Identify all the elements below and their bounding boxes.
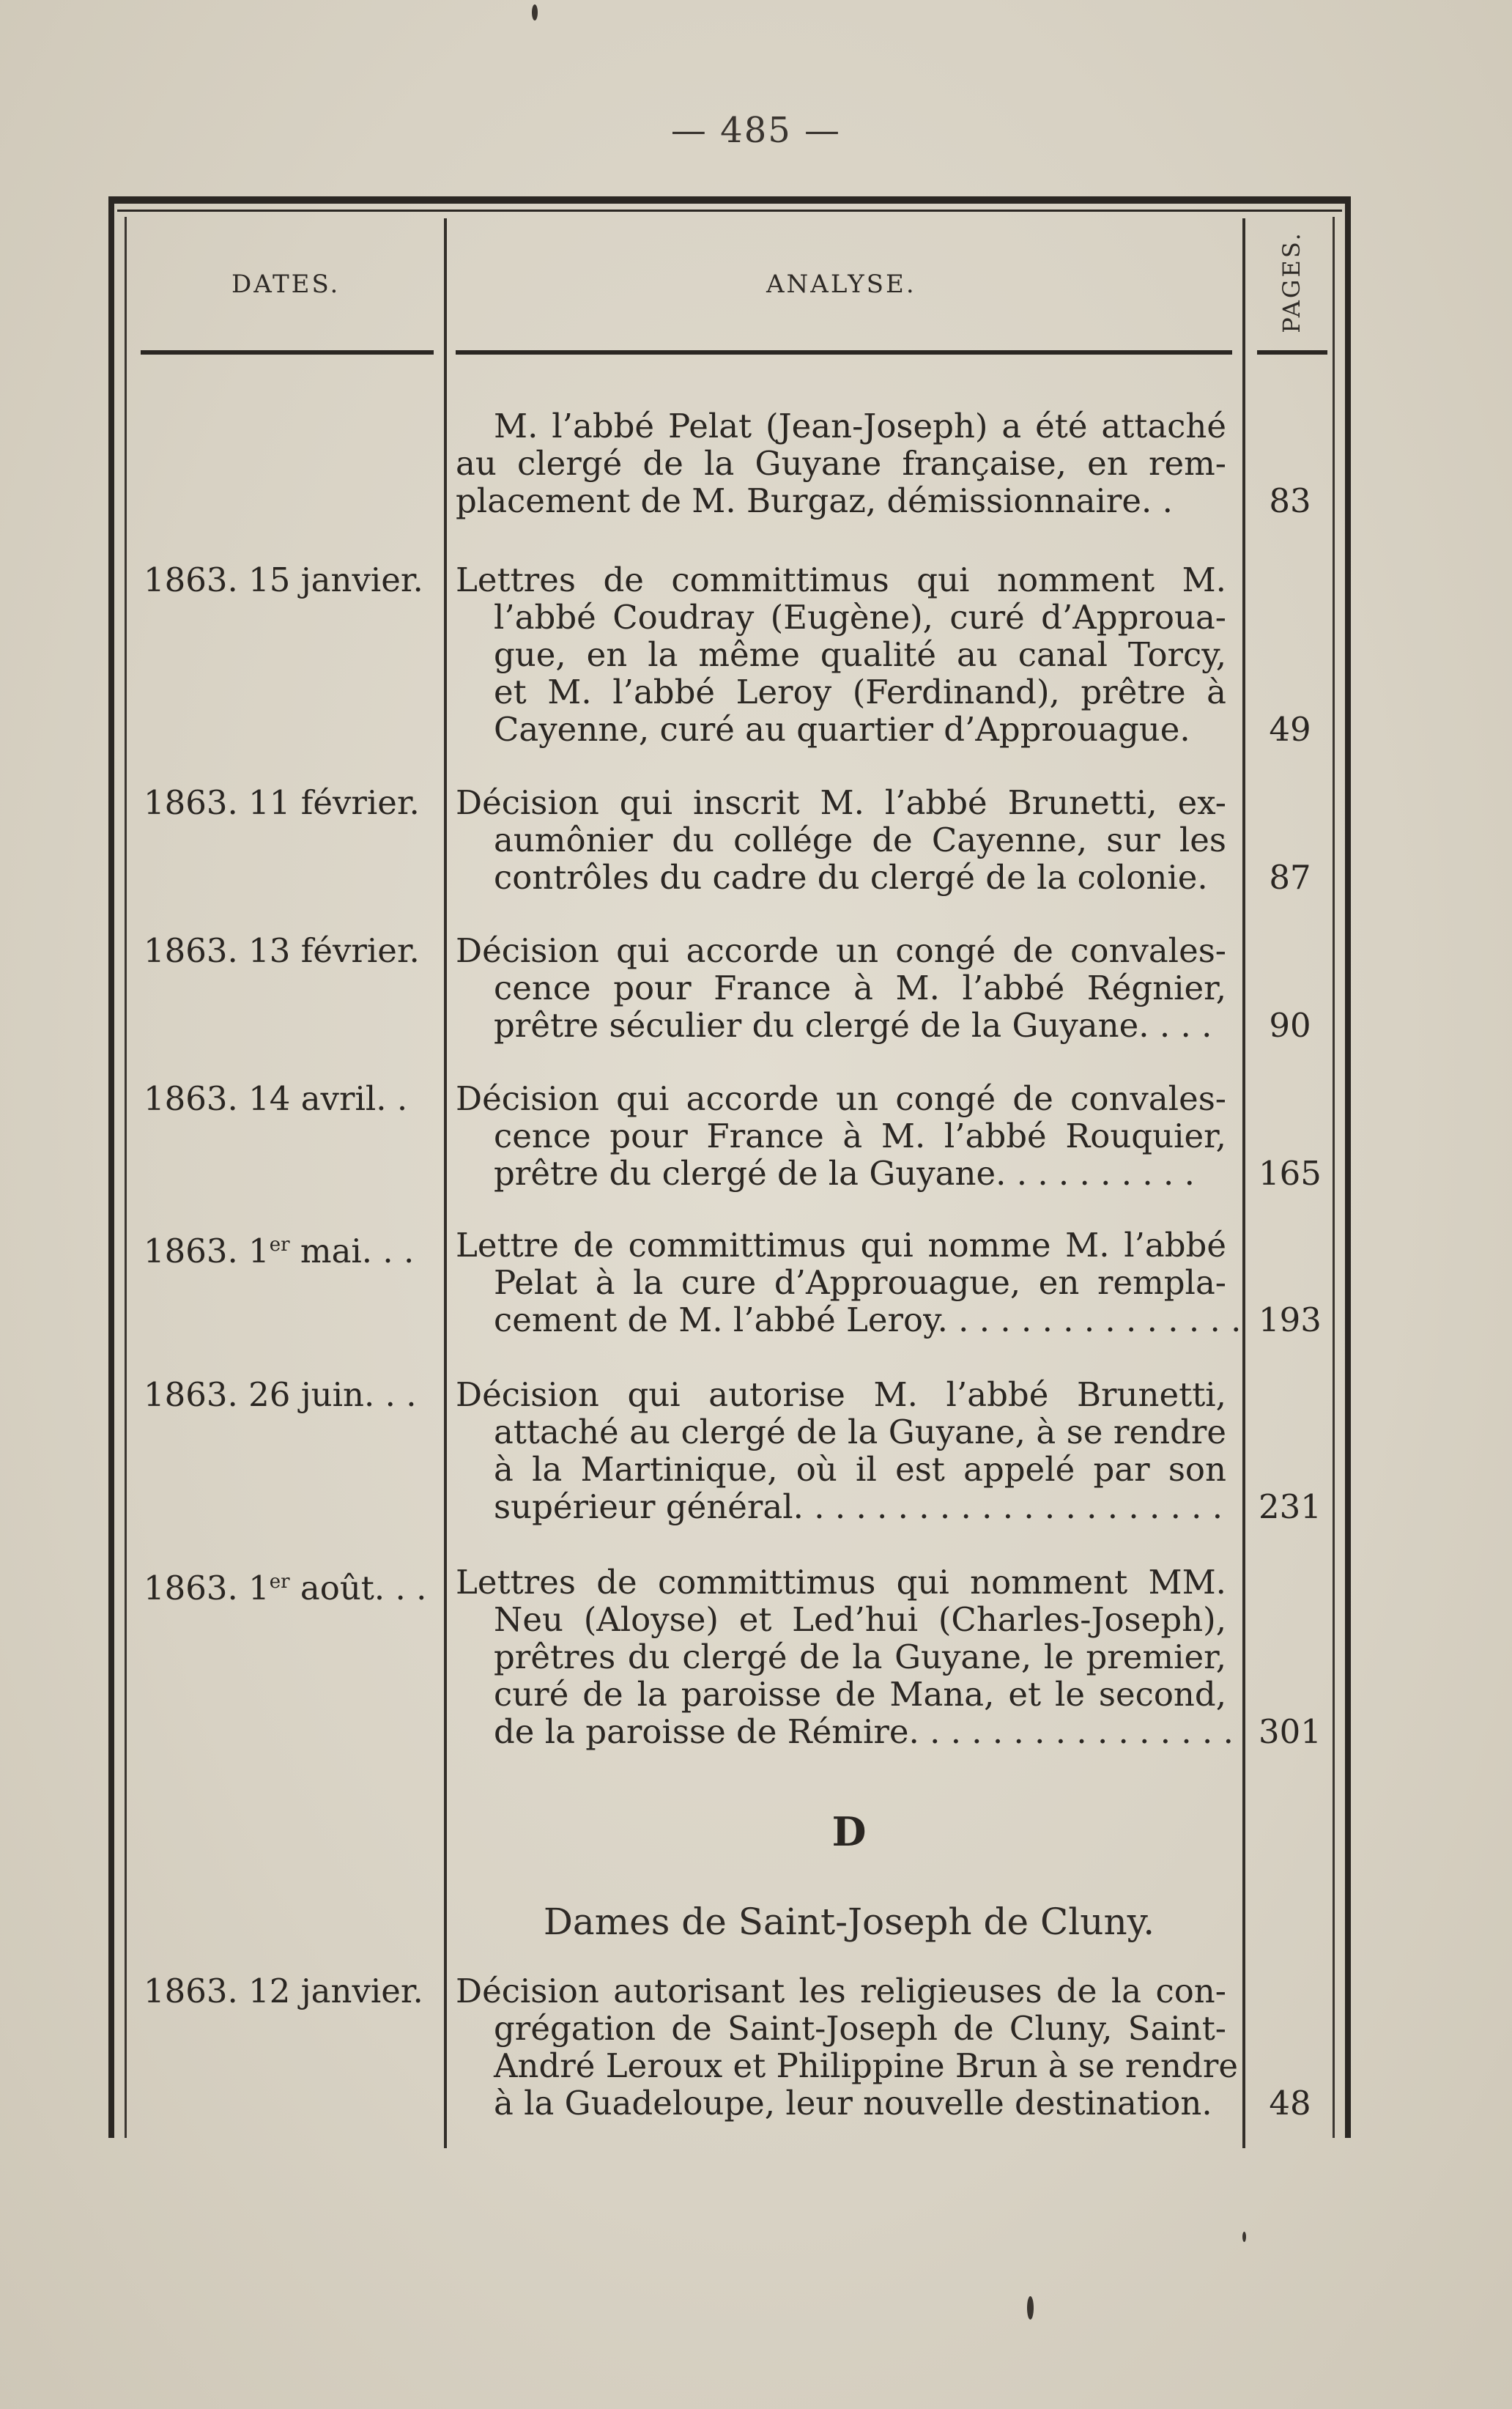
entry-date: 1863. 12 janvier. xyxy=(144,1972,423,2010)
entry-page: 87 xyxy=(1269,858,1311,897)
column-header-pages-label: PAGES. xyxy=(1278,231,1306,333)
column-divider-dates xyxy=(444,218,447,2148)
register-table xyxy=(108,196,1351,2138)
entry-analysis xyxy=(456,1563,1234,1751)
analysis-line: prêtres du clergé de la Guyane, le premier, xyxy=(494,1638,1226,1676)
analysis-line: gue, en la même qualité au canal Torcy, xyxy=(494,635,1226,674)
analysis-line: aumônier du collége de Cayenne, sur les xyxy=(494,821,1226,859)
page-number: — 485 — xyxy=(670,110,842,151)
analysis-line: au clergé de la Guyane française, en rem- xyxy=(456,444,1226,483)
analysis-line: placement de M. Burgaz, démissionnaire. . xyxy=(456,481,1173,520)
column-header-pages xyxy=(1259,220,1324,344)
entry-analysis xyxy=(456,932,1226,1044)
section-title: Dames de Saint-Joseph de Cluny. xyxy=(543,1901,1155,1943)
analysis-line: contrôles du cadre du clergé de la colonie. xyxy=(494,858,1208,897)
analysis-line: Décision qui accorde un congé de convales- xyxy=(456,931,1226,970)
ink-speck xyxy=(1027,2296,1034,2320)
analysis-line: Décision qui inscrit M. l’abbé Brunetti, ex- xyxy=(456,783,1226,822)
ink-speck xyxy=(1242,2232,1246,2242)
entry-date: 1863. 26 juin. . . xyxy=(144,1375,417,1414)
entry-analysis xyxy=(456,1972,1238,2123)
analysis-line: André Leroux et Philippine Brun à se rendre xyxy=(494,2046,1238,2085)
entry-date: 1863. 15 janvier. xyxy=(144,560,423,599)
entry-date: 1863. 11 février. xyxy=(144,783,420,822)
analysis-line: cement de M. l’abbé Leroy. . . . . . . . . . . . . . . xyxy=(494,1300,1242,1339)
entry-date: 1863. 1er août. . . xyxy=(144,1569,427,1607)
analysis-line: l’abbé Coudray (Eugène), curé d’Approua- xyxy=(494,598,1226,637)
header-rule-dates xyxy=(141,350,434,355)
entry-date: 1863. 1er mai. . . xyxy=(144,1232,415,1270)
header-rule-pages xyxy=(1257,350,1327,355)
analysis-line: attaché au clergé de la Guyane, à se rendre xyxy=(494,1413,1226,1451)
analysis-line: Lettres de committimus qui nomment MM. xyxy=(456,1563,1226,1602)
entry-page: 48 xyxy=(1269,2084,1311,2123)
entry-analysis xyxy=(456,561,1226,748)
entry-date: 1863. 14 avril. . xyxy=(144,1079,408,1118)
analysis-line: Lettre de committimus qui nomme M. l’abbé xyxy=(456,1226,1226,1265)
ink-speck xyxy=(532,4,538,21)
analysis-line: supérieur général. . . . . . . . . . . . . . . . . . . . . xyxy=(494,1487,1223,1526)
analysis-line: Décision qui autorise M. l’abbé Brunetti, xyxy=(456,1375,1226,1414)
entry-page: 90 xyxy=(1269,1006,1311,1045)
analysis-line: M. l’abbé Pelat (Jean-Joseph) a été attaché xyxy=(494,407,1226,445)
entry-page: 231 xyxy=(1259,1487,1322,1526)
analysis-line: cence pour France à M. l’abbé Régnier, xyxy=(494,969,1226,1007)
entry-analysis xyxy=(456,784,1226,896)
analysis-line: Cayenne, curé au quartier d’Approuague. xyxy=(494,710,1190,749)
analysis-line: de la paroisse de Rémire. . . . . . . . . . . . . . . . xyxy=(494,1712,1234,1751)
entry-analysis xyxy=(456,1226,1242,1339)
analysis-line: Pelat à la cure d’Approuague, en rempla- xyxy=(494,1263,1226,1302)
entry-page: 193 xyxy=(1259,1300,1322,1339)
entry-date: 1863. 13 février. xyxy=(144,931,420,970)
analysis-line: prêtre séculier du clergé de la Guyane. . . . xyxy=(494,1006,1212,1045)
header-rule-analyse xyxy=(456,350,1232,355)
analysis-line: Décision qui accorde un congé de convales- xyxy=(456,1079,1226,1118)
analysis-line: et M. l’abbé Leroy (Ferdinand), prêtre à xyxy=(494,673,1226,711)
analysis-line: cence pour France à M. l’abbé Rouquier, xyxy=(494,1117,1226,1155)
entry-analysis xyxy=(456,1376,1226,1525)
entry-analysis xyxy=(456,407,1226,519)
entry-page: 165 xyxy=(1259,1154,1322,1193)
column-header-analyse: ANALYSE. xyxy=(766,270,916,299)
analysis-line: à la Guadeloupe, leur nouvelle destination. xyxy=(494,2084,1212,2123)
column-header-dates: DATES. xyxy=(231,270,341,299)
entry-page: 83 xyxy=(1269,481,1311,520)
entry-page: 301 xyxy=(1259,1712,1322,1751)
analysis-line: Neu (Aloyse) et Led’hui (Charles-Joseph), xyxy=(494,1600,1226,1639)
analysis-line: curé de la paroisse de Mana, et le second, xyxy=(494,1675,1226,1714)
section-letter: D xyxy=(831,1808,867,1855)
analysis-line: prêtre du clergé de la Guyane. . . . . . . . . . xyxy=(494,1154,1195,1193)
analysis-line: à la Martinique, où il est appelé par son xyxy=(494,1450,1226,1489)
entry-page: 49 xyxy=(1269,710,1311,749)
analysis-line: Décision autorisant les religieuses de la con- xyxy=(456,1972,1226,2010)
entry-analysis xyxy=(456,1080,1226,1192)
analysis-line: Lettres de committimus qui nomment M. xyxy=(456,560,1226,599)
analysis-line: grégation de Saint-Joseph de Cluny, Saint- xyxy=(494,2009,1226,2048)
